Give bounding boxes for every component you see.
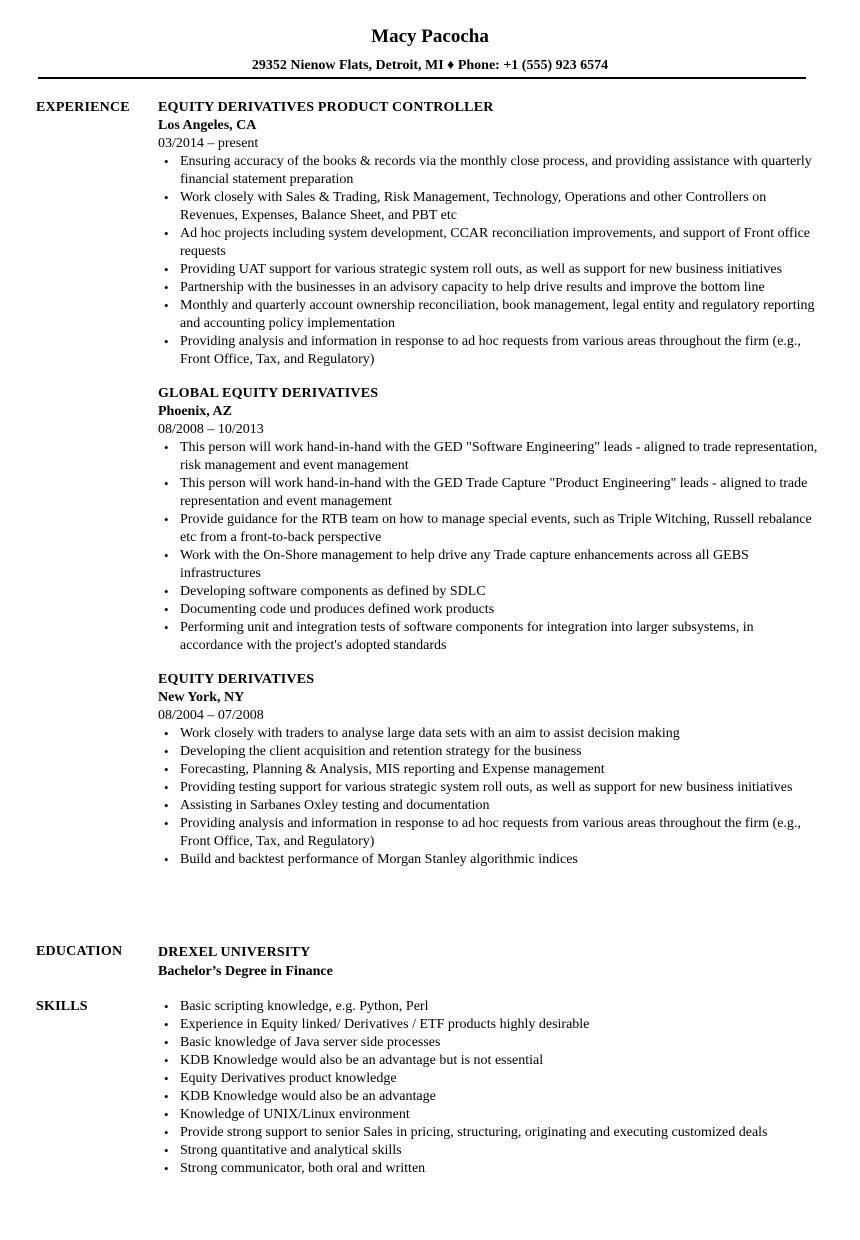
job-entry — [158, 385, 818, 655]
skill-item: • Strong communicator, both oral and written — [158, 1160, 818, 1178]
job-dates: 08/2004 – 07/2008 — [158, 708, 264, 723]
skill-item: • Provide strong support to senior Sales in pricing, structuring, originating and executing customized deals — [158, 1124, 818, 1142]
bullet-item: • Build and backtest performance of Morgan Stanley algorithmic indices — [158, 851, 818, 869]
skill-item: • Equity Derivatives product knowledge — [158, 1070, 818, 1088]
bullet-item: • Providing UAT support for various strategic system roll outs, as well as support for new business initiatives — [158, 261, 818, 279]
education-heading: EDUCATION — [36, 944, 123, 959]
job-dates: 08/2008 – 10/2013 — [158, 422, 264, 437]
skill-item: • KDB Knowledge would also be an advantage but is not essential — [158, 1052, 818, 1070]
bullet-item: • Provide guidance for the RTB team on how to manage special events, such as Triple Witching, Russell rebalance etc from a front-to-back perspective — [158, 511, 818, 547]
skill-item: • Basic scripting knowledge, e.g. Python, Perl — [158, 998, 818, 1016]
bullet-item: • Developing software components as defined by SDLC — [158, 583, 818, 601]
bullet-item: • Assisting in Sarbanes Oxley testing and documentation — [158, 797, 818, 815]
skill-item: • Knowledge of UNIX/Linux environment — [158, 1106, 818, 1124]
job-entry — [158, 99, 818, 369]
job-bullets — [158, 153, 818, 369]
bullet-item: • This person will work hand-in-hand with the GED Trade Capture "Product Engineering" leads - aligned to trade representation and event management — [158, 475, 818, 511]
header-divider — [38, 77, 806, 79]
job-dates: 03/2014 – present — [158, 136, 259, 151]
bullet-item: • Work with the On-Shore management to help drive any Trade capture enhancements across all GEBS infrastructures — [158, 547, 818, 583]
experience-body — [158, 99, 818, 885]
skills-body — [158, 998, 818, 1178]
job-entry — [158, 671, 818, 869]
bullet-item: • Forecasting, Planning & Analysis, MIS reporting and Expense management — [158, 761, 818, 779]
skills-list — [158, 998, 818, 1178]
bullet-item: • Performing unit and integration tests of software components for integration into larger subsystems, in accordance with the project's adopted standards — [158, 619, 818, 655]
bullet-item: • Documenting code und produces defined work products — [158, 601, 818, 619]
bullet-item: • Ensuring accuracy of the books & records via the monthly close process, and providing assistance with quarterly financial statement preparation — [158, 153, 818, 189]
degree-name: Bachelor’s Degree in Finance — [158, 964, 333, 979]
job-location: New York, NY — [158, 690, 245, 705]
bullet-item: • Work closely with Sales & Trading, Risk Management, Technology, Operations and other Controllers on Revenues, Expenses, Balance Sheet, and PBT etc — [158, 189, 818, 225]
job-location: Phoenix, AZ — [158, 404, 232, 419]
resume-header — [0, 26, 860, 74]
job-title: GLOBAL EQUITY DERIVATIVES — [158, 386, 379, 401]
bullet-item: • This person will work hand-in-hand with the GED "Software Engineering" leads - aligned to trade representation, risk management and event management — [158, 439, 818, 475]
bullet-item: • Providing analysis and information in response to ad hoc requests from various areas throughout the firm (e.g., Front Office, Tax, and Regulatory) — [158, 333, 818, 369]
bullet-item: • Ad hoc projects including system development, CCAR reconciliation improvements, and support of Front office requests — [158, 225, 818, 261]
skill-item: • Strong quantitative and analytical skills — [158, 1142, 818, 1160]
school-name: DREXEL UNIVERSITY — [158, 945, 311, 960]
job-bullets — [158, 439, 818, 655]
bullet-item: • Providing analysis and information in response to ad hoc requests from various areas throughout the firm (e.g., Front Office, Tax, and Regulatory) — [158, 815, 818, 851]
job-title: EQUITY DERIVATIVES — [158, 672, 315, 687]
experience-heading: EXPERIENCE — [36, 100, 130, 115]
bullet-item: • Work closely with traders to analyse large data sets with an aim to assist decision making — [158, 725, 818, 743]
education-body — [158, 943, 818, 981]
skill-item: • KDB Knowledge would also be an advantage — [158, 1088, 818, 1106]
bullet-item: • Monthly and quarterly account ownership reconciliation, book management, legal entity and regulatory reporting and accounting policy implementation — [158, 297, 818, 333]
skills-heading: SKILLS — [36, 999, 88, 1014]
job-title: EQUITY DERIVATIVES PRODUCT CONTROLLER — [158, 100, 494, 115]
contact-line: 29352 Nienow Flats, Detroit, MI ♦ Phone: +1 (555) 923 6574 — [251, 58, 609, 73]
candidate-name: Macy Pacocha — [371, 26, 489, 47]
bullet-item: • Partnership with the businesses in an advisory capacity to help drive results and improve the bottom line — [158, 279, 818, 297]
job-location: Los Angeles, CA — [158, 118, 257, 133]
bullet-item: • Providing testing support for various strategic system roll outs, as well as support for new business initiatives — [158, 779, 818, 797]
skill-item: • Experience in Equity linked/ Derivatives / ETF products highly desirable — [158, 1016, 818, 1034]
skill-item: • Basic knowledge of Java server side processes — [158, 1034, 818, 1052]
job-bullets — [158, 725, 818, 869]
bullet-item: • Developing the client acquisition and retention strategy for the business — [158, 743, 818, 761]
